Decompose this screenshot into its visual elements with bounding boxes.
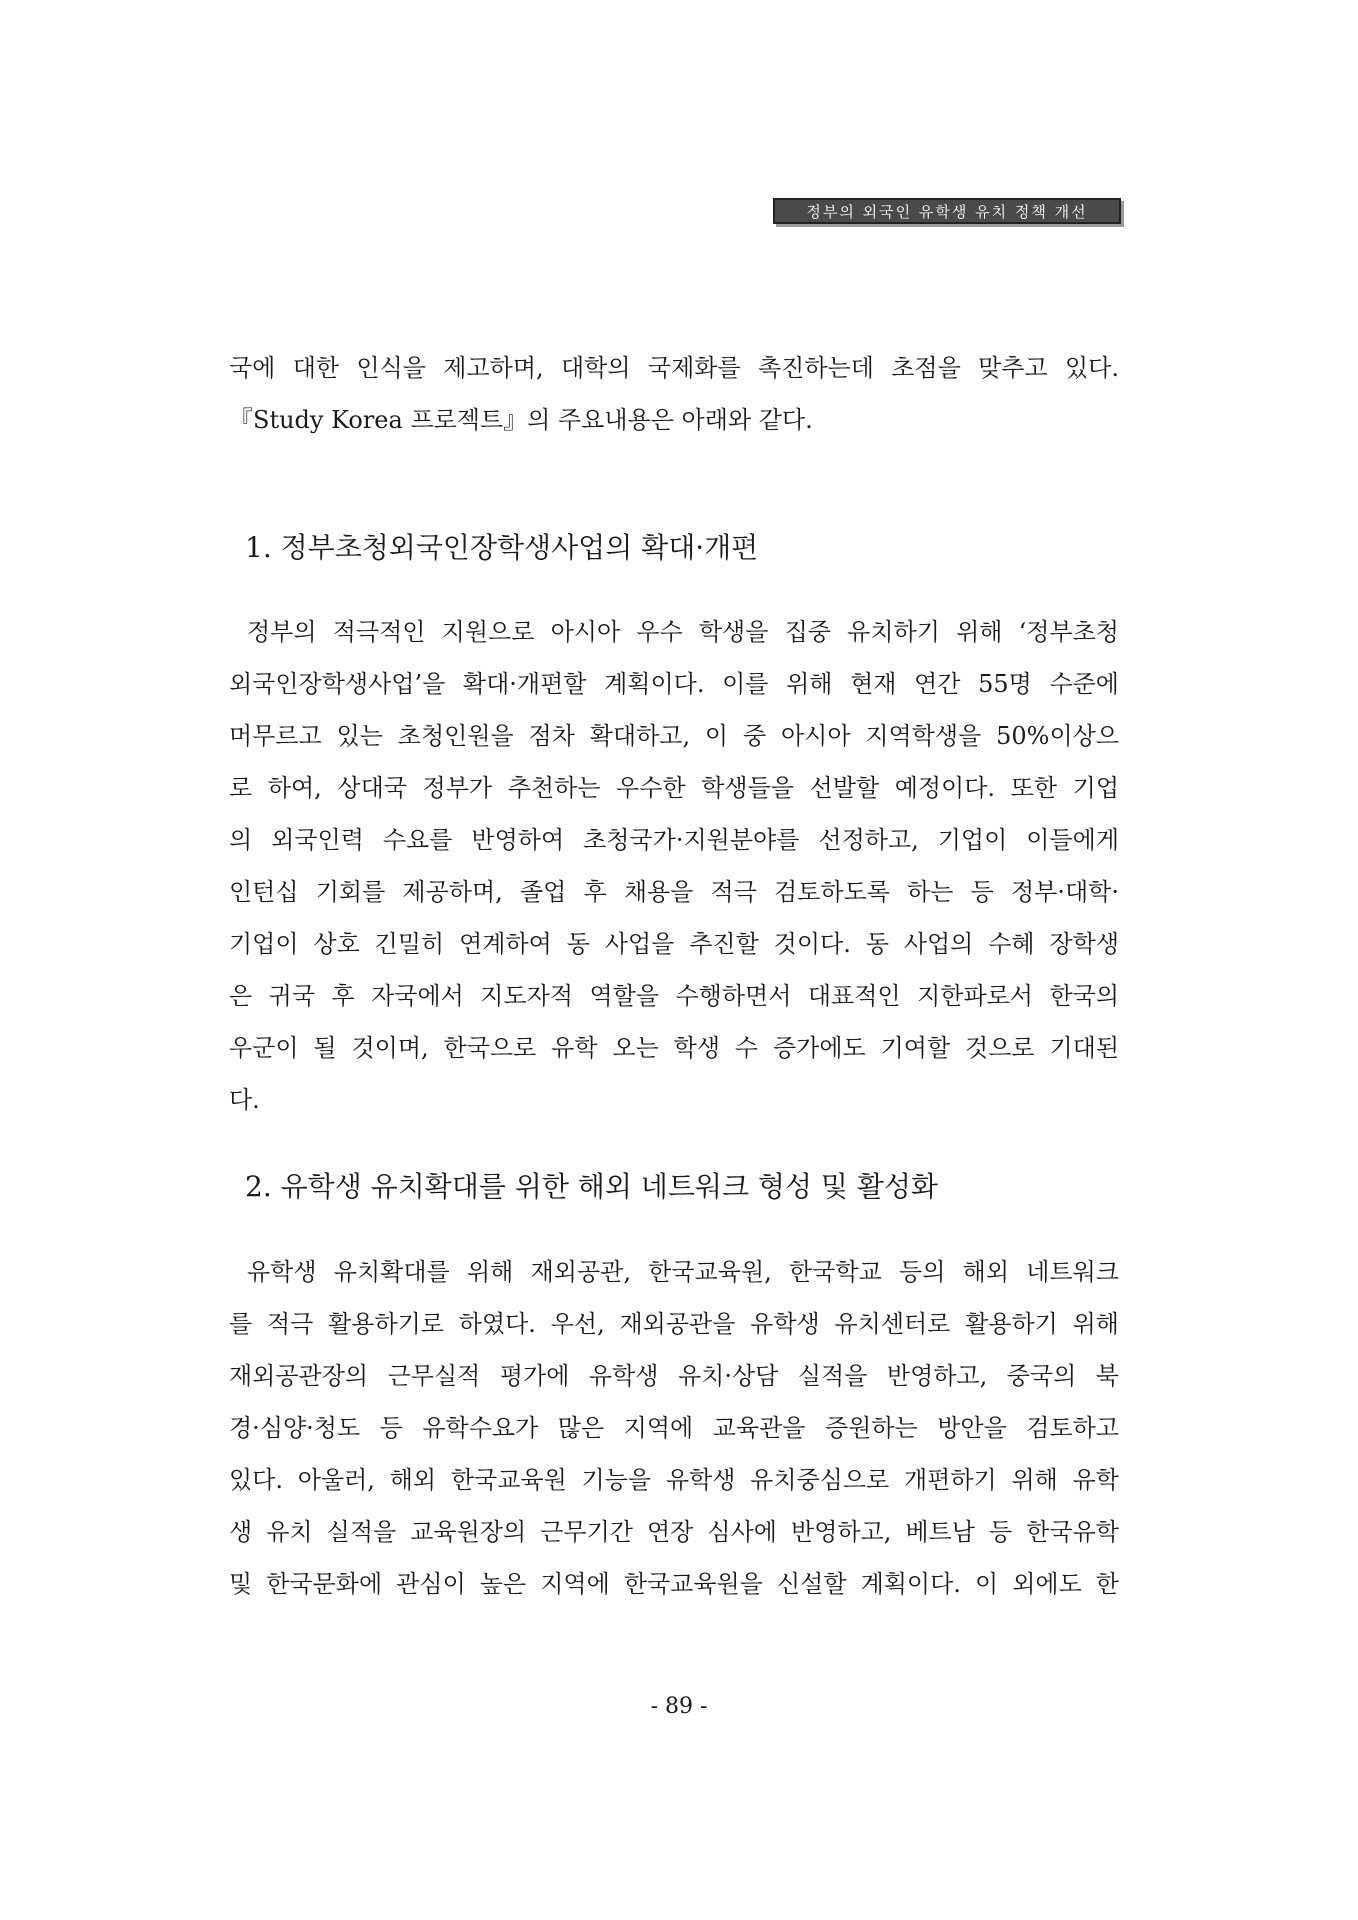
page-number: - 89 - bbox=[650, 1694, 708, 1719]
text-line: 『Study Korea 프로젝트』의 주요내용은 아래와 같다. bbox=[229, 406, 813, 434]
text-line: 국에 대한 인식을 제고하며, 대학의 국제화를 촉진하는데 초점을 맞추고 있다. bbox=[229, 354, 1119, 382]
text-line: 경·심양·청도 등 유학수요가 많은 지역에 교육관을 증원하는 방안을 검토하고 bbox=[229, 1414, 1119, 1442]
section-1-heading: 1. 정부초청외국인장학생사업의 확대·개편 bbox=[245, 531, 759, 564]
text-line: 재외공관장의 근무실적 평가에 유학생 유치·상담 실적을 반영하고, 중국의 북 bbox=[229, 1362, 1119, 1390]
text-line: 머무르고 있는 초청인원을 점차 확대하고, 이 중 아시아 지역학생을 50%이상으 bbox=[229, 722, 1119, 750]
text-line: 있다. 아울러, 해외 한국교육원 기능을 유학생 유치중심으로 개편하기 위해 유학 bbox=[229, 1466, 1119, 1494]
text-line: 를 적극 활용하기로 하였다. 우선, 재외공관을 유학생 유치센터로 활용하기 위해 bbox=[229, 1310, 1119, 1338]
text-line: 정부의 적극적인 지원으로 아시아 우수 학생을 집중 유치하기 위해 ‘정부초청 bbox=[247, 618, 1119, 646]
text-line: 은 귀국 후 자국에서 지도자적 역할을 수행하면서 대표적인 지한파로서 한국의 bbox=[229, 982, 1119, 1010]
text-line: 및 한국문화에 관심이 높은 지역에 한국교육원을 신설할 계획이다. 이 외에도 한 bbox=[229, 1570, 1119, 1598]
text-line: 의 외국인력 수요를 반영하여 초청국가·지원분야를 선정하고, 기업이 이들에게 bbox=[229, 826, 1119, 854]
section-2-paragraph bbox=[229, 1246, 1119, 1610]
text-line: 로 하여, 상대국 정부가 추천하는 우수한 학생들을 선발할 예정이다. 또한 기업 bbox=[229, 774, 1119, 802]
section-2-heading: 2. 유학생 유치확대를 위한 해외 네트워크 형성 및 활성화 bbox=[245, 1170, 938, 1203]
text-line: 우군이 될 것이며, 한국으로 유학 오는 학생 수 증가에도 기여할 것으로 기대된 bbox=[229, 1034, 1119, 1062]
text-line: 외국인장학생사업’을 확대·개편할 계획이다. 이를 위해 현재 연간 55명 수준에 bbox=[229, 670, 1119, 698]
text-line: 생 유치 실적을 교육원장의 근무기간 연장 심사에 반영하고, 베트남 등 한국유학 bbox=[229, 1518, 1119, 1546]
running-header: 정부의 외국인 유학생 유치 정책 개선 bbox=[773, 198, 1121, 224]
text-line: 기업이 상호 긴밀히 연계하여 동 사업을 추진할 것이다. 동 사업의 수혜 장학생 bbox=[229, 930, 1119, 958]
text-line: 다. bbox=[229, 1086, 260, 1114]
intro-paragraph bbox=[229, 342, 1119, 446]
section-1-paragraph bbox=[229, 606, 1119, 1126]
text-line: 유학생 유치확대를 위해 재외공관, 한국교육원, 한국학교 등의 해외 네트워크 bbox=[247, 1258, 1119, 1286]
text-line: 인턴십 기회를 제공하며, 졸업 후 채용을 적극 검토하도록 하는 등 정부·대학· bbox=[229, 878, 1119, 906]
